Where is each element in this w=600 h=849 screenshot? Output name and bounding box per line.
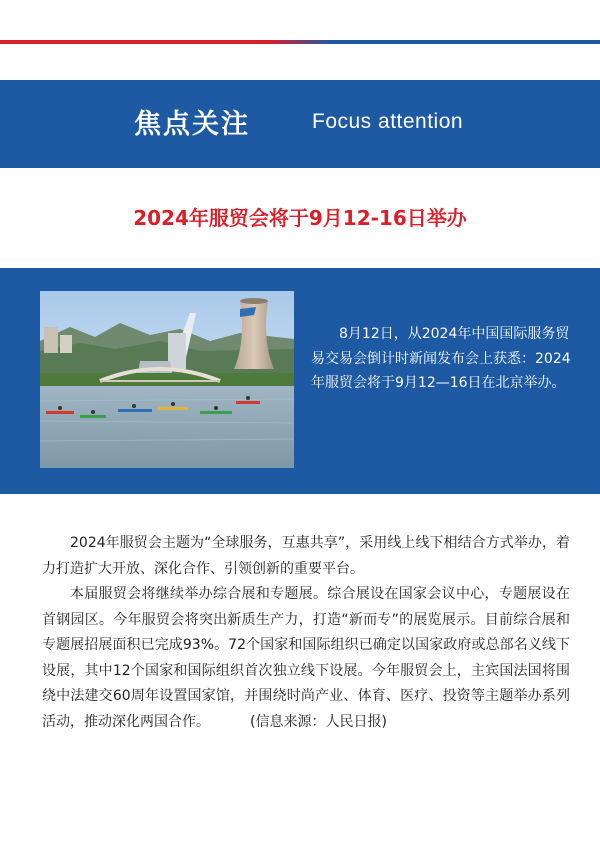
section-header-band — [0, 80, 600, 168]
article-headline: 2024年服贸会将于9月12-16日举办 — [133, 206, 467, 230]
section-title-en: Focus attention — [312, 110, 464, 133]
body-paragraph — [42, 582, 570, 735]
section-title-cn: 焦点关注 — [134, 109, 250, 140]
article-body — [42, 531, 570, 735]
news-photo — [40, 291, 294, 468]
source-credit: (信息来源：人民日报) — [250, 713, 387, 730]
lead-paragraph: 8月12日，从2024年中国国际服务贸易交易会倒计时新闻发布会上获悉：2024年服贸会将于9月12—16日在北京举办。 — [311, 326, 571, 391]
body-paragraph-text: 本届服贸会将继续举办综合展和专题展。综合展设在国家会议中心，专题展设在首钢园区。今年服贸会将突出新质生产力，打造“新而专”的展览展示。目前综合展和专题展招展面积已完成93%。72个国家和国际组织已确定以国家政府或总部名义线下设展，其中12个国家和国际组织首次独立线下设展。今年服贸会上，主宾国法国将围绕中法建交60周年设置国家馆，并围绕时尚产业、体育、医疗、投资等主题举办系列活动，推动深化两国合作。 — [42, 586, 570, 730]
top-divider — [0, 40, 600, 44]
body-paragraph: 2024年服贸会主题为“全球服务，互惠共享”，采用线上线下相结合方式举办，着力打造扩大开放、深化合作、引领创新的重要平台。 — [42, 535, 570, 577]
